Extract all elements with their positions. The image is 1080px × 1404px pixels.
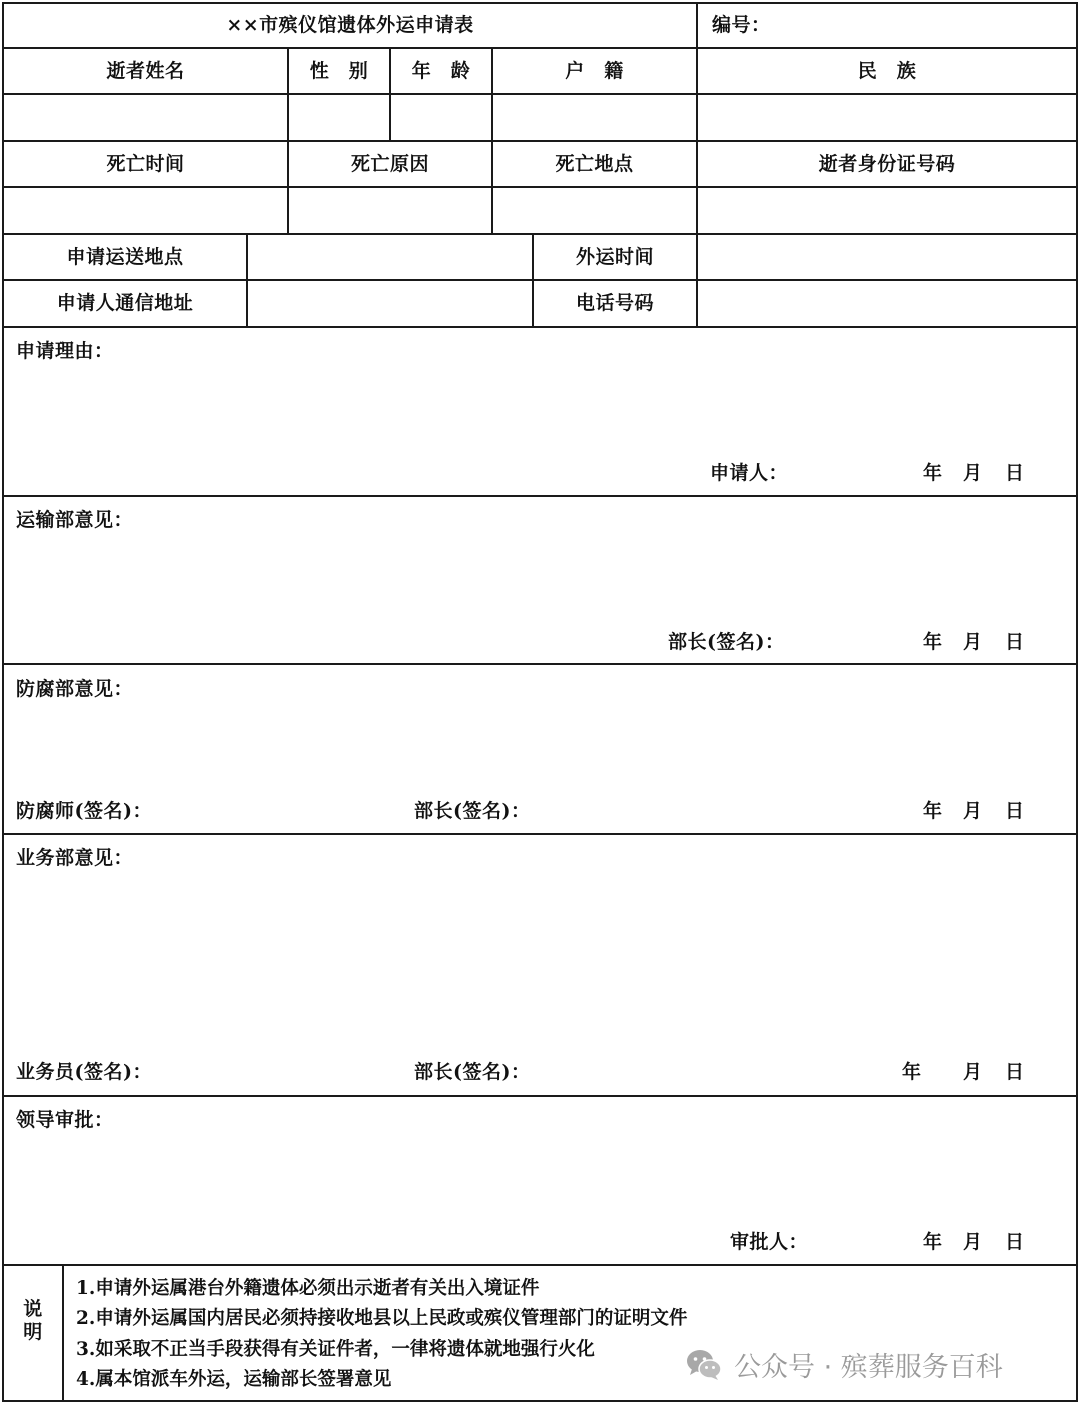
embalmer-sign-label: 防腐师(签名)： <box>16 800 152 822</box>
ethnicity-cell[interactable] <box>698 95 1076 140</box>
death-cause-header: 死亡原因 <box>350 153 429 175</box>
rule <box>2 1264 1078 1266</box>
transport-time-cell[interactable] <box>698 235 1076 279</box>
rule <box>2 1095 1078 1097</box>
date-day: 日 <box>1005 1231 1025 1253</box>
age-cell[interactable] <box>391 95 491 140</box>
rule <box>2 140 1078 142</box>
deceased-name-header: 逝者姓名 <box>106 60 185 82</box>
serial-number-label: 编号： <box>712 14 771 36</box>
note-item-2: 2.申请外运属国内居民必须持接收地县以上民政或殡仪管理部门的证明文件 <box>76 1308 688 1329</box>
transport-head-sign-label: 部长(签名)： <box>668 631 785 653</box>
date-day: 日 <box>1005 800 1025 822</box>
destination-cell[interactable] <box>248 235 532 279</box>
date-day: 日 <box>1005 1061 1025 1083</box>
notes-label-1: 说 <box>23 1298 43 1320</box>
date-year: 年 <box>923 800 943 822</box>
gender-cell[interactable] <box>289 95 389 140</box>
address-label: 申请人通信地址 <box>56 292 194 314</box>
notes-label-2: 明 <box>23 1321 43 1343</box>
rule <box>2 326 1078 328</box>
form-title: ××市殡仪馆遗体外运申请表 <box>226 14 474 36</box>
reason-label: 申请理由： <box>16 340 114 362</box>
death-cause-cell[interactable] <box>289 188 491 233</box>
gender-header: 性 别 <box>309 60 369 82</box>
death-place-cell[interactable] <box>493 188 696 233</box>
watermark-text: 公众号 · 殡葬服务百科 <box>734 1351 1003 1383</box>
embalming-dept-label: 防腐部意见： <box>16 678 134 700</box>
embalming-head-sign-label: 部长(签名)： <box>414 800 531 822</box>
address-cell[interactable] <box>248 281 532 326</box>
date-year: 年 <box>923 462 943 484</box>
watermark <box>684 1344 1003 1384</box>
rule <box>2 47 1078 49</box>
leader-approval-label: 领导审批： <box>16 1109 114 1131</box>
transport-time-label: 外运时间 <box>575 246 654 268</box>
date-day: 日 <box>1005 631 1025 653</box>
rule <box>62 1264 64 1402</box>
death-time-header: 死亡时间 <box>106 153 185 175</box>
business-dept-label: 业务部意见： <box>16 847 134 869</box>
date-month: 月 <box>963 1231 983 1253</box>
date-year: 年 <box>902 1061 922 1083</box>
id-number-cell[interactable] <box>698 188 1076 233</box>
age-header: 年 龄 <box>411 60 471 82</box>
applicant-sign-label: 申请人： <box>710 462 789 484</box>
date-year: 年 <box>923 631 943 653</box>
rule <box>2 663 1078 665</box>
death-time-cell[interactable] <box>4 188 287 233</box>
death-place-header: 死亡地点 <box>555 153 634 175</box>
ethnicity-header: 民 族 <box>857 60 917 82</box>
date-month: 月 <box>963 631 983 653</box>
date-month: 月 <box>963 800 983 822</box>
destination-label: 申请运送地点 <box>66 246 184 268</box>
rule <box>2 495 1078 497</box>
business-staff-sign-label: 业务员(签名)： <box>16 1061 152 1083</box>
phone-label: 电话号码 <box>575 292 654 314</box>
date-month: 月 <box>963 462 983 484</box>
household-header: 户 籍 <box>565 60 624 82</box>
date-month: 月 <box>963 1061 983 1083</box>
rule <box>2 833 1078 835</box>
phone-cell[interactable] <box>698 281 1076 326</box>
note-item-4: 4.属本馆派车外运，运输部长签署意见 <box>76 1369 392 1390</box>
date-day: 日 <box>1005 462 1025 484</box>
deceased-name-cell[interactable] <box>4 95 287 140</box>
date-year: 年 <box>923 1231 943 1253</box>
id-number-header: 逝者身份证号码 <box>818 153 956 175</box>
approver-sign-label: 审批人： <box>730 1231 809 1253</box>
household-cell[interactable] <box>493 95 696 140</box>
note-item-1: 1.申请外运属港台外籍遗体必须出示逝者有关出入境证件 <box>76 1278 540 1299</box>
note-item-3: 3.如采取不正当手段获得有关证件者，一律将遗体就地强行火化 <box>76 1339 595 1360</box>
transport-dept-label: 运输部意见： <box>16 509 134 531</box>
business-head-sign-label: 部长(签名)： <box>414 1061 531 1083</box>
wechat-icon <box>684 1344 724 1384</box>
